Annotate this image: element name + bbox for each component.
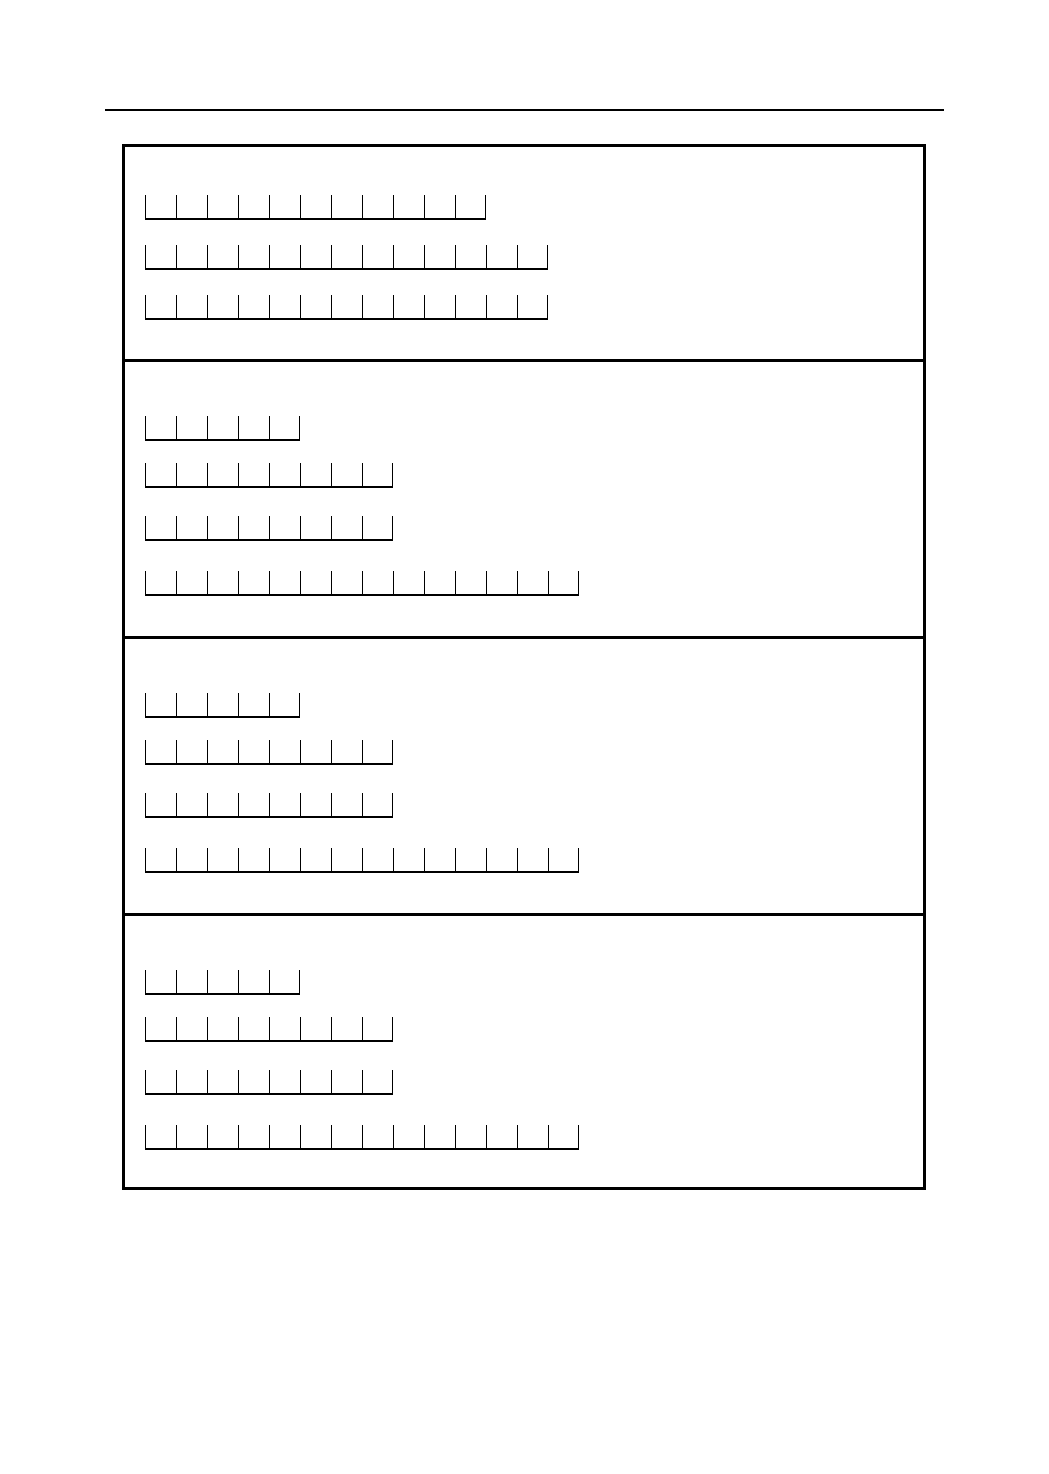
character-box[interactable]: [455, 848, 486, 871]
character-box[interactable]: [393, 245, 424, 268]
character-box[interactable]: [207, 1125, 238, 1148]
character-box[interactable]: [424, 295, 455, 318]
character-box[interactable]: [362, 295, 393, 318]
character-box[interactable]: [517, 848, 548, 871]
header-rule: [105, 109, 944, 111]
character-box-row: [145, 693, 300, 718]
character-box-row: [145, 1070, 393, 1095]
character-box[interactable]: [176, 416, 207, 439]
character-box[interactable]: [145, 295, 176, 318]
character-box[interactable]: [176, 740, 207, 763]
character-box[interactable]: [207, 295, 238, 318]
character-box[interactable]: [517, 1125, 548, 1148]
character-box[interactable]: [486, 1125, 517, 1148]
character-box-row: [145, 463, 393, 488]
character-box-row: [145, 245, 548, 270]
character-box[interactable]: [362, 245, 393, 268]
character-box[interactable]: [393, 295, 424, 318]
character-box-row: [145, 970, 300, 995]
character-box[interactable]: [424, 245, 455, 268]
character-box[interactable]: [145, 1070, 176, 1093]
character-box[interactable]: [207, 848, 238, 871]
character-box[interactable]: [362, 195, 393, 218]
character-box[interactable]: [176, 516, 207, 539]
character-box[interactable]: [300, 740, 331, 763]
character-box-row: [145, 1125, 579, 1150]
character-box[interactable]: [269, 516, 300, 539]
character-box[interactable]: [269, 245, 300, 268]
character-box-row: [145, 1017, 393, 1042]
character-box[interactable]: [145, 693, 176, 716]
character-box[interactable]: [269, 970, 300, 993]
character-box[interactable]: [331, 1017, 362, 1040]
character-box[interactable]: [393, 1125, 424, 1148]
character-box[interactable]: [269, 195, 300, 218]
character-box[interactable]: [331, 1125, 362, 1148]
character-box-row: [145, 195, 486, 220]
character-box[interactable]: [238, 1017, 269, 1040]
character-box[interactable]: [207, 1017, 238, 1040]
character-box[interactable]: [145, 245, 176, 268]
character-box[interactable]: [455, 1125, 486, 1148]
character-box[interactable]: [238, 793, 269, 816]
character-box[interactable]: [517, 245, 548, 268]
character-box[interactable]: [176, 1017, 207, 1040]
character-box[interactable]: [362, 793, 393, 816]
character-box[interactable]: [145, 195, 176, 218]
character-box[interactable]: [238, 571, 269, 594]
character-box[interactable]: [331, 516, 362, 539]
character-box[interactable]: [176, 970, 207, 993]
character-box[interactable]: [300, 1070, 331, 1093]
character-box[interactable]: [331, 463, 362, 486]
character-box[interactable]: [207, 1070, 238, 1093]
character-box-row: [145, 793, 393, 818]
character-box[interactable]: [300, 1125, 331, 1148]
character-box[interactable]: [300, 793, 331, 816]
character-box[interactable]: [517, 571, 548, 594]
character-box[interactable]: [362, 516, 393, 539]
character-box[interactable]: [362, 848, 393, 871]
character-box[interactable]: [238, 970, 269, 993]
character-box[interactable]: [207, 793, 238, 816]
character-box[interactable]: [331, 195, 362, 218]
character-box[interactable]: [238, 693, 269, 716]
character-box[interactable]: [269, 416, 300, 439]
character-box[interactable]: [486, 571, 517, 594]
character-box[interactable]: [269, 1017, 300, 1040]
character-box[interactable]: [176, 571, 207, 594]
character-box[interactable]: [300, 848, 331, 871]
character-box[interactable]: [455, 245, 486, 268]
character-box[interactable]: [238, 516, 269, 539]
character-box[interactable]: [300, 463, 331, 486]
character-box-row: [145, 848, 579, 873]
character-box-row: [145, 516, 393, 541]
character-box[interactable]: [238, 1070, 269, 1093]
character-box[interactable]: [207, 740, 238, 763]
character-box[interactable]: [424, 195, 455, 218]
character-box-row: [145, 740, 393, 765]
character-box[interactable]: [300, 195, 331, 218]
character-box[interactable]: [176, 848, 207, 871]
character-box[interactable]: [145, 793, 176, 816]
character-box[interactable]: [145, 848, 176, 871]
character-box-row: [145, 571, 579, 596]
character-box[interactable]: [517, 295, 548, 318]
character-box[interactable]: [269, 295, 300, 318]
character-box[interactable]: [424, 1125, 455, 1148]
character-box[interactable]: [362, 1125, 393, 1148]
character-box[interactable]: [238, 245, 269, 268]
character-box[interactable]: [176, 1070, 207, 1093]
character-box[interactable]: [207, 195, 238, 218]
character-box-row: [145, 295, 548, 320]
character-box[interactable]: [176, 1125, 207, 1148]
character-box[interactable]: [362, 571, 393, 594]
character-box[interactable]: [331, 740, 362, 763]
character-box[interactable]: [548, 1125, 579, 1148]
character-box[interactable]: [269, 1125, 300, 1148]
character-box[interactable]: [269, 1070, 300, 1093]
form-section-4: [125, 916, 923, 1187]
character-box[interactable]: [238, 463, 269, 486]
character-box[interactable]: [207, 970, 238, 993]
character-box[interactable]: [331, 1070, 362, 1093]
character-box[interactable]: [207, 463, 238, 486]
character-box[interactable]: [145, 571, 176, 594]
character-box[interactable]: [238, 416, 269, 439]
character-box-row: [145, 416, 300, 441]
character-box[interactable]: [331, 793, 362, 816]
character-box[interactable]: [176, 195, 207, 218]
character-box[interactable]: [548, 571, 579, 594]
character-box[interactable]: [455, 195, 486, 218]
character-box[interactable]: [176, 463, 207, 486]
character-box[interactable]: [207, 571, 238, 594]
form-frame: [122, 144, 926, 1190]
character-box[interactable]: [238, 1125, 269, 1148]
character-box[interactable]: [393, 571, 424, 594]
character-box[interactable]: [269, 463, 300, 486]
character-box[interactable]: [424, 571, 455, 594]
character-box[interactable]: [393, 195, 424, 218]
character-box[interactable]: [207, 693, 238, 716]
character-box[interactable]: [207, 416, 238, 439]
character-box[interactable]: [145, 516, 176, 539]
character-box[interactable]: [486, 848, 517, 871]
form-section-3: [125, 639, 923, 916]
character-box[interactable]: [331, 295, 362, 318]
character-box[interactable]: [269, 571, 300, 594]
character-box[interactable]: [455, 295, 486, 318]
character-box[interactable]: [269, 740, 300, 763]
character-box[interactable]: [300, 295, 331, 318]
character-box[interactable]: [269, 848, 300, 871]
character-box[interactable]: [269, 693, 300, 716]
character-box[interactable]: [424, 848, 455, 871]
character-box[interactable]: [176, 693, 207, 716]
form-section-2: [125, 362, 923, 639]
character-box[interactable]: [393, 848, 424, 871]
character-box[interactable]: [300, 516, 331, 539]
character-box[interactable]: [145, 740, 176, 763]
character-box[interactable]: [300, 245, 331, 268]
character-box[interactable]: [548, 848, 579, 871]
character-box[interactable]: [238, 295, 269, 318]
character-box[interactable]: [486, 295, 517, 318]
character-box[interactable]: [176, 793, 207, 816]
character-box[interactable]: [300, 571, 331, 594]
character-box[interactable]: [145, 1017, 176, 1040]
character-box[interactable]: [362, 1017, 393, 1040]
character-box[interactable]: [362, 463, 393, 486]
character-box[interactable]: [362, 1070, 393, 1093]
character-box[interactable]: [238, 195, 269, 218]
character-box[interactable]: [238, 848, 269, 871]
character-box[interactable]: [176, 245, 207, 268]
character-box[interactable]: [331, 245, 362, 268]
character-box[interactable]: [455, 571, 486, 594]
character-box[interactable]: [362, 740, 393, 763]
character-box[interactable]: [207, 245, 238, 268]
character-box[interactable]: [300, 1017, 331, 1040]
character-box[interactable]: [145, 463, 176, 486]
character-box[interactable]: [207, 516, 238, 539]
character-box[interactable]: [269, 793, 300, 816]
character-box[interactable]: [331, 571, 362, 594]
form-section-1: [125, 147, 923, 362]
character-box[interactable]: [145, 970, 176, 993]
character-box[interactable]: [145, 416, 176, 439]
character-box[interactable]: [176, 295, 207, 318]
character-box[interactable]: [331, 848, 362, 871]
character-box[interactable]: [238, 740, 269, 763]
character-box[interactable]: [486, 245, 517, 268]
character-box[interactable]: [145, 1125, 176, 1148]
